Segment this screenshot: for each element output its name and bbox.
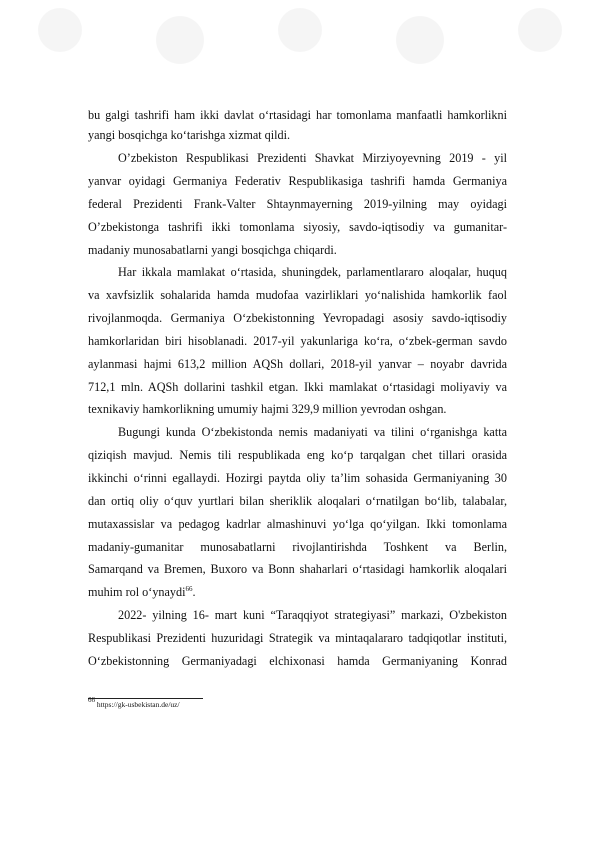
text-line: ikkinchi o‘rinni egallaydi. Hozirgi paytda oliy ta’lim sohasida Germaniyaning 30 xyxy=(88,471,507,485)
text-line: Har ikkala mamlakat o‘rtasida, shuningdek, parlamentlararo aloqalar, huquq xyxy=(118,265,507,279)
text-line: 712,1 mln. AQSh dollarini tashkil etgan. Ikki mamlakat o‘rtasidagi moliyaviy va xyxy=(88,380,507,394)
text-line: madaniy munosabatlarni yangi bosqichga chiqardi. xyxy=(88,243,337,257)
text-line: aylanmasi hajmi 613,2 million AQSh dollari, 2018-yil yanvar – noyabr davrida xyxy=(88,357,507,371)
text-line: bu galgi tashrifi ham ikki davlat o‘rtasidagi har tomonlama manfaatli hamkorlikni xyxy=(88,108,507,122)
footnote-number: 66 xyxy=(88,696,95,704)
text-line: dan ortiq oliy o‘quv yurtlari bilan sheriklik aloqalari o‘rnatilgan bo‘lib, talabalar, xyxy=(88,494,507,508)
text-line: O’zbekiston Respublikasi Prezidenti Shavkat Mirziyoyevning 2019 - yil xyxy=(118,151,507,165)
text-line: mutaxassislar va pedagog kadrlar almashinuvi yo‘lga qo‘yilgan. Ikki tomonlama xyxy=(88,517,507,531)
footnote-divider xyxy=(88,698,203,699)
text-line: yangi bosqichga ko‘tarishga xizmat qildi. xyxy=(88,128,291,142)
text-line: 2022- yilning 16- mart kuni “Taraqqiyot strategiyasi” markazi, O'zbekiston xyxy=(118,608,507,622)
text-line: rivojlanmoqda. Germaniya O‘zbekistonning Yevropadagi asosiy savdo-iqtisodiy xyxy=(88,311,507,325)
text-line: madaniy-gumanitar munosabatlarni rivojlantirishda Toshkent va Berlin, xyxy=(88,540,507,554)
text-line: Respublikasi Prezidenti huzuridagi Strategik va mintaqalararo tadqiqotlar instituti, xyxy=(88,631,507,645)
text-fragment: . xyxy=(192,585,196,599)
text-line: federal Prezidenti Frank-Valter Shtaynmayerning 2019-yilning may oyidagi xyxy=(88,197,507,211)
text-line: Bugungi kunda O‘zbekistonda nemis madaniyati va tilini o‘rganishga katta xyxy=(118,425,507,439)
footnote xyxy=(88,696,180,710)
text-fragment: muhim rol o‘ynaydi xyxy=(88,585,186,599)
text-line: qiziqish mavjud. Nemis tili respublikada eng ko‘p tarqalgan chet tillari orasida xyxy=(88,448,507,462)
text-line: Samarqand va Bremen, Buxoro va Bonn shaharlari o‘rtasidagi hamkorlik aloqalari xyxy=(88,562,507,576)
footnote-reference[interactable]: 66 xyxy=(185,585,193,593)
text-line: va xavfsizlik sohalarida hamda mudofaa vazirliklari yo‘nalishida hamkorlik faol xyxy=(88,288,507,302)
text-line: yanvar oyidagi Germaniya Federativ Respublikasiga tashrifi hamda Germaniya xyxy=(88,174,507,188)
watermark-pattern xyxy=(0,0,595,90)
text-line-with-footnote xyxy=(88,582,507,602)
footnote-link[interactable]: https://gk-usbekistan.de/uz/ xyxy=(95,700,180,709)
text-line: O‘zbekistonning Germaniyadagi elchixonasi hamda Germaniyaning Konrad xyxy=(88,654,507,668)
text-line: O’zbekistonga tashrifi ikki tomonlama siyosiy, savdo-iqtisodiy va gumanitar- xyxy=(88,220,507,234)
text-line: hamkorlaridan biri hisoblanadi. 2017-yil yakunlariga ko‘ra, o‘zbek-german savdo xyxy=(88,334,507,348)
text-line: texnikaviy hamkorlikning umumiy hajmi 329,9 million yevrodan oshgan. xyxy=(88,402,447,416)
